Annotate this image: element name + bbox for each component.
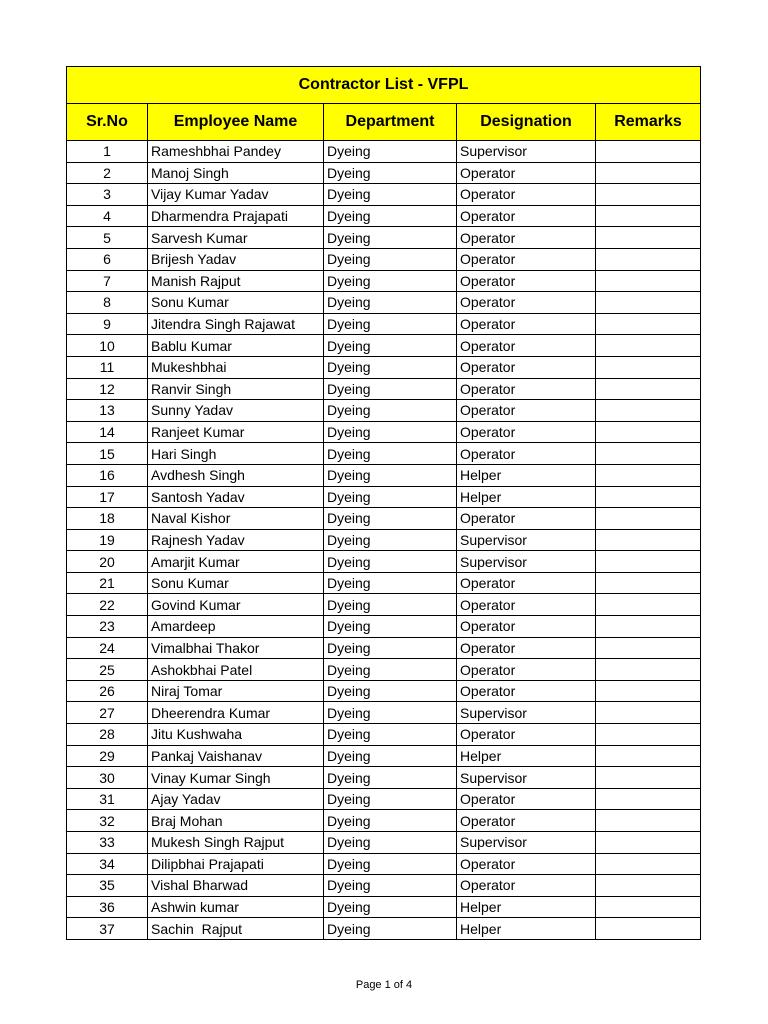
table-row bbox=[67, 443, 701, 465]
cell-remarks bbox=[596, 529, 701, 551]
table-row bbox=[67, 702, 701, 724]
cell-sr-no: 4 bbox=[67, 205, 148, 227]
cell-sr-no: 5 bbox=[67, 227, 148, 249]
cell-sr-no: 7 bbox=[67, 270, 148, 292]
cell-designation: Operator bbox=[457, 659, 596, 681]
cell-designation: Supervisor bbox=[457, 141, 596, 163]
cell-designation: Operator bbox=[457, 810, 596, 832]
cell-sr-no: 29 bbox=[67, 745, 148, 767]
cell-sr-no: 35 bbox=[67, 875, 148, 897]
cell-remarks bbox=[596, 896, 701, 918]
cell-remarks bbox=[596, 184, 701, 206]
cell-remarks bbox=[596, 810, 701, 832]
cell-employee-name: Ajay Yadav bbox=[148, 788, 324, 810]
cell-department: Dyeing bbox=[324, 659, 457, 681]
cell-department: Dyeing bbox=[324, 205, 457, 227]
cell-sr-no: 24 bbox=[67, 637, 148, 659]
cell-employee-name: Braj Mohan bbox=[148, 810, 324, 832]
cell-sr-no: 27 bbox=[67, 702, 148, 724]
cell-sr-no: 20 bbox=[67, 551, 148, 573]
cell-sr-no: 25 bbox=[67, 659, 148, 681]
cell-department: Dyeing bbox=[324, 767, 457, 789]
cell-sr-no: 18 bbox=[67, 508, 148, 530]
cell-remarks bbox=[596, 248, 701, 270]
column-header-remarks: Remarks bbox=[596, 104, 701, 141]
cell-sr-no: 22 bbox=[67, 594, 148, 616]
cell-remarks bbox=[596, 378, 701, 400]
cell-department: Dyeing bbox=[324, 464, 457, 486]
cell-sr-no: 1 bbox=[67, 141, 148, 163]
table-row bbox=[67, 637, 701, 659]
cell-remarks bbox=[596, 270, 701, 292]
cell-designation: Helper bbox=[457, 918, 596, 940]
cell-sr-no: 16 bbox=[67, 464, 148, 486]
cell-remarks bbox=[596, 572, 701, 594]
cell-remarks bbox=[596, 724, 701, 746]
table-row bbox=[67, 810, 701, 832]
table-row bbox=[67, 400, 701, 422]
table-row bbox=[67, 659, 701, 681]
cell-sr-no: 8 bbox=[67, 292, 148, 314]
sheet-title: Contractor List - VFPL bbox=[67, 67, 701, 104]
cell-remarks bbox=[596, 335, 701, 357]
cell-remarks bbox=[596, 400, 701, 422]
cell-employee-name: Bablu Kumar bbox=[148, 335, 324, 357]
page-footer: Page 1 of 4 bbox=[355, 979, 413, 991]
cell-employee-name: Jitendra Singh Rajawat bbox=[148, 313, 324, 335]
cell-remarks bbox=[596, 788, 701, 810]
cell-employee-name: Vimalbhai Thakor bbox=[148, 637, 324, 659]
column-header-department: Department bbox=[324, 104, 457, 141]
cell-employee-name: Sonu Kumar bbox=[148, 572, 324, 594]
cell-employee-name: Amarjit Kumar bbox=[148, 551, 324, 573]
cell-sr-no: 33 bbox=[67, 832, 148, 854]
cell-department: Dyeing bbox=[324, 724, 457, 746]
cell-remarks bbox=[596, 443, 701, 465]
cell-employee-name: Ranjeet Kumar bbox=[148, 421, 324, 443]
cell-employee-name: Ashokbhai Patel bbox=[148, 659, 324, 681]
cell-designation: Operator bbox=[457, 508, 596, 530]
cell-designation: Supervisor bbox=[457, 529, 596, 551]
cell-remarks bbox=[596, 832, 701, 854]
cell-sr-no: 34 bbox=[67, 853, 148, 875]
cell-designation: Operator bbox=[457, 313, 596, 335]
cell-department: Dyeing bbox=[324, 572, 457, 594]
cell-designation: Helper bbox=[457, 486, 596, 508]
cell-sr-no: 19 bbox=[67, 529, 148, 551]
cell-remarks bbox=[596, 616, 701, 638]
cell-department: Dyeing bbox=[324, 551, 457, 573]
cell-department: Dyeing bbox=[324, 248, 457, 270]
cell-sr-no: 32 bbox=[67, 810, 148, 832]
cell-remarks bbox=[596, 356, 701, 378]
cell-designation: Helper bbox=[457, 745, 596, 767]
cell-designation: Operator bbox=[457, 248, 596, 270]
cell-remarks bbox=[596, 162, 701, 184]
table-row bbox=[67, 313, 701, 335]
cell-department: Dyeing bbox=[324, 141, 457, 163]
cell-department: Dyeing bbox=[324, 184, 457, 206]
cell-designation: Operator bbox=[457, 378, 596, 400]
table-row bbox=[67, 270, 701, 292]
cell-department: Dyeing bbox=[324, 832, 457, 854]
cell-employee-name: Hari Singh bbox=[148, 443, 324, 465]
column-header-sr-no: Sr.No bbox=[67, 104, 148, 141]
cell-designation: Operator bbox=[457, 227, 596, 249]
cell-sr-no: 9 bbox=[67, 313, 148, 335]
cell-designation: Operator bbox=[457, 788, 596, 810]
table-row bbox=[67, 508, 701, 530]
cell-designation: Operator bbox=[457, 400, 596, 422]
cell-designation: Operator bbox=[457, 335, 596, 357]
cell-designation: Operator bbox=[457, 616, 596, 638]
table-row bbox=[67, 767, 701, 789]
cell-sr-no: 2 bbox=[67, 162, 148, 184]
cell-employee-name: Sachin Rajput bbox=[148, 918, 324, 940]
cell-sr-no: 14 bbox=[67, 421, 148, 443]
cell-sr-no: 28 bbox=[67, 724, 148, 746]
cell-department: Dyeing bbox=[324, 162, 457, 184]
cell-department: Dyeing bbox=[324, 853, 457, 875]
table-row bbox=[67, 486, 701, 508]
table-row bbox=[67, 292, 701, 314]
cell-department: Dyeing bbox=[324, 594, 457, 616]
cell-sr-no: 30 bbox=[67, 767, 148, 789]
table-row bbox=[67, 875, 701, 897]
table-row bbox=[67, 378, 701, 400]
cell-department: Dyeing bbox=[324, 896, 457, 918]
cell-department: Dyeing bbox=[324, 702, 457, 724]
contractor-sheet bbox=[66, 66, 700, 940]
cell-designation: Operator bbox=[457, 853, 596, 875]
cell-department: Dyeing bbox=[324, 875, 457, 897]
cell-designation: Supervisor bbox=[457, 551, 596, 573]
cell-remarks bbox=[596, 421, 701, 443]
table-row bbox=[67, 248, 701, 270]
cell-employee-name: Dheerendra Kumar bbox=[148, 702, 324, 724]
cell-employee-name: Mukesh Singh Rajput bbox=[148, 832, 324, 854]
cell-sr-no: 12 bbox=[67, 378, 148, 400]
table-row bbox=[67, 896, 701, 918]
cell-employee-name: Niraj Tomar bbox=[148, 680, 324, 702]
cell-department: Dyeing bbox=[324, 421, 457, 443]
cell-department: Dyeing bbox=[324, 378, 457, 400]
cell-employee-name: Sarvesh Kumar bbox=[148, 227, 324, 249]
table-row bbox=[67, 832, 701, 854]
cell-department: Dyeing bbox=[324, 788, 457, 810]
cell-remarks bbox=[596, 594, 701, 616]
cell-employee-name: Mukeshbhai bbox=[148, 356, 324, 378]
table-row bbox=[67, 227, 701, 249]
table-row bbox=[67, 421, 701, 443]
cell-department: Dyeing bbox=[324, 400, 457, 422]
cell-department: Dyeing bbox=[324, 356, 457, 378]
title-row bbox=[67, 67, 701, 104]
cell-sr-no: 15 bbox=[67, 443, 148, 465]
cell-employee-name: Rajnesh Yadav bbox=[148, 529, 324, 551]
cell-employee-name: Rameshbhai Pandey bbox=[148, 141, 324, 163]
cell-sr-no: 37 bbox=[67, 918, 148, 940]
cell-remarks bbox=[596, 313, 701, 335]
header-row bbox=[67, 104, 701, 141]
cell-remarks bbox=[596, 508, 701, 530]
cell-designation: Operator bbox=[457, 270, 596, 292]
cell-department: Dyeing bbox=[324, 270, 457, 292]
cell-department: Dyeing bbox=[324, 335, 457, 357]
cell-remarks bbox=[596, 853, 701, 875]
table-row bbox=[67, 853, 701, 875]
cell-remarks bbox=[596, 659, 701, 681]
cell-employee-name: Pankaj Vaishanav bbox=[148, 745, 324, 767]
cell-employee-name: Jitu Kushwaha bbox=[148, 724, 324, 746]
cell-remarks bbox=[596, 702, 701, 724]
cell-remarks bbox=[596, 227, 701, 249]
cell-department: Dyeing bbox=[324, 443, 457, 465]
cell-employee-name: Manish Rajput bbox=[148, 270, 324, 292]
cell-employee-name: Naval Kishor bbox=[148, 508, 324, 530]
cell-designation: Operator bbox=[457, 205, 596, 227]
cell-designation: Operator bbox=[457, 724, 596, 746]
cell-sr-no: 3 bbox=[67, 184, 148, 206]
cell-designation: Operator bbox=[457, 572, 596, 594]
cell-employee-name: Manoj Singh bbox=[148, 162, 324, 184]
cell-designation: Helper bbox=[457, 896, 596, 918]
cell-remarks bbox=[596, 464, 701, 486]
table-row bbox=[67, 335, 701, 357]
cell-remarks bbox=[596, 767, 701, 789]
cell-sr-no: 26 bbox=[67, 680, 148, 702]
cell-designation: Operator bbox=[457, 356, 596, 378]
column-header-designation: Designation bbox=[457, 104, 596, 141]
cell-designation: Helper bbox=[457, 464, 596, 486]
cell-sr-no: 31 bbox=[67, 788, 148, 810]
cell-department: Dyeing bbox=[324, 292, 457, 314]
cell-employee-name: Avdhesh Singh bbox=[148, 464, 324, 486]
table-row bbox=[67, 141, 701, 163]
cell-department: Dyeing bbox=[324, 529, 457, 551]
cell-employee-name: Vinay Kumar Singh bbox=[148, 767, 324, 789]
cell-employee-name: Dilipbhai Prajapati bbox=[148, 853, 324, 875]
cell-designation: Operator bbox=[457, 162, 596, 184]
cell-remarks bbox=[596, 918, 701, 940]
table-row bbox=[67, 162, 701, 184]
cell-designation: Operator bbox=[457, 594, 596, 616]
cell-remarks bbox=[596, 551, 701, 573]
cell-employee-name: Dharmendra Prajapati bbox=[148, 205, 324, 227]
cell-sr-no: 23 bbox=[67, 616, 148, 638]
table-row bbox=[67, 680, 701, 702]
cell-designation: Operator bbox=[457, 637, 596, 659]
table-row bbox=[67, 594, 701, 616]
cell-employee-name: Ranvir Singh bbox=[148, 378, 324, 400]
cell-department: Dyeing bbox=[324, 810, 457, 832]
cell-designation: Supervisor bbox=[457, 767, 596, 789]
cell-designation: Operator bbox=[457, 443, 596, 465]
cell-sr-no: 36 bbox=[67, 896, 148, 918]
cell-designation: Operator bbox=[457, 184, 596, 206]
table-row bbox=[67, 918, 701, 940]
cell-remarks bbox=[596, 680, 701, 702]
contractor-table bbox=[66, 66, 701, 940]
table-row bbox=[67, 724, 701, 746]
cell-sr-no: 21 bbox=[67, 572, 148, 594]
cell-sr-no: 6 bbox=[67, 248, 148, 270]
cell-remarks bbox=[596, 875, 701, 897]
table-row bbox=[67, 356, 701, 378]
table-row bbox=[67, 616, 701, 638]
cell-designation: Operator bbox=[457, 875, 596, 897]
cell-designation: Operator bbox=[457, 292, 596, 314]
table-row bbox=[67, 184, 701, 206]
table-row bbox=[67, 551, 701, 573]
table-row bbox=[67, 529, 701, 551]
cell-sr-no: 17 bbox=[67, 486, 148, 508]
cell-department: Dyeing bbox=[324, 918, 457, 940]
cell-remarks bbox=[596, 141, 701, 163]
table-row bbox=[67, 205, 701, 227]
cell-sr-no: 13 bbox=[67, 400, 148, 422]
cell-department: Dyeing bbox=[324, 637, 457, 659]
cell-designation: Supervisor bbox=[457, 702, 596, 724]
table-body bbox=[67, 141, 701, 940]
cell-designation: Operator bbox=[457, 421, 596, 443]
table-row bbox=[67, 464, 701, 486]
cell-employee-name: Sonu Kumar bbox=[148, 292, 324, 314]
cell-department: Dyeing bbox=[324, 680, 457, 702]
cell-department: Dyeing bbox=[324, 227, 457, 249]
cell-employee-name: Brijesh Yadav bbox=[148, 248, 324, 270]
cell-sr-no: 10 bbox=[67, 335, 148, 357]
cell-remarks bbox=[596, 292, 701, 314]
cell-designation: Supervisor bbox=[457, 832, 596, 854]
cell-department: Dyeing bbox=[324, 313, 457, 335]
cell-department: Dyeing bbox=[324, 508, 457, 530]
cell-remarks bbox=[596, 486, 701, 508]
cell-department: Dyeing bbox=[324, 486, 457, 508]
cell-department: Dyeing bbox=[324, 745, 457, 767]
cell-department: Dyeing bbox=[324, 616, 457, 638]
cell-remarks bbox=[596, 745, 701, 767]
cell-employee-name: Vishal Bharwad bbox=[148, 875, 324, 897]
cell-sr-no: 11 bbox=[67, 356, 148, 378]
cell-remarks bbox=[596, 637, 701, 659]
cell-employee-name: Santosh Yadav bbox=[148, 486, 324, 508]
table-row bbox=[67, 572, 701, 594]
cell-employee-name: Vijay Kumar Yadav bbox=[148, 184, 324, 206]
cell-designation: Operator bbox=[457, 680, 596, 702]
table-row bbox=[67, 788, 701, 810]
cell-remarks bbox=[596, 205, 701, 227]
table-row bbox=[67, 745, 701, 767]
cell-employee-name: Amardeep bbox=[148, 616, 324, 638]
cell-employee-name: Ashwin kumar bbox=[148, 896, 324, 918]
cell-employee-name: Sunny Yadav bbox=[148, 400, 324, 422]
column-header-employee-name: Employee Name bbox=[148, 104, 324, 141]
cell-employee-name: Govind Kumar bbox=[148, 594, 324, 616]
